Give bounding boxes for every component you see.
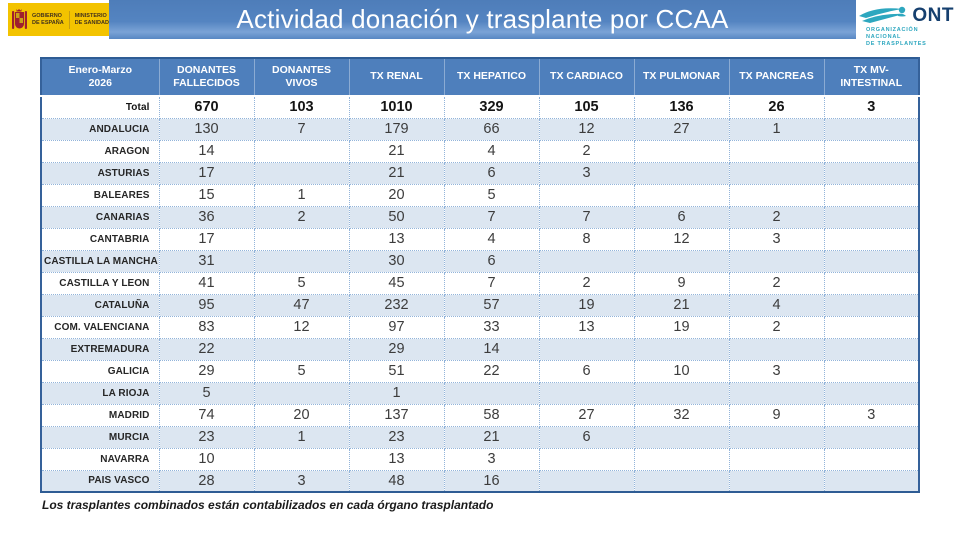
cell: 16 <box>444 470 539 492</box>
cell: 36 <box>159 206 254 228</box>
cell: 26 <box>729 96 824 118</box>
table-row <box>41 206 919 228</box>
row-label: MADRID <box>41 404 159 426</box>
logo-divider <box>69 11 70 29</box>
cell: 3 <box>824 404 919 426</box>
cell: 6 <box>444 162 539 184</box>
column-header: TX PULMONAR <box>634 58 729 96</box>
cell: 21 <box>444 426 539 448</box>
gobierno-label: GOBIERNO DE ESPAÑA <box>32 13 64 26</box>
cell <box>824 140 919 162</box>
cell <box>824 316 919 338</box>
cell <box>539 250 634 272</box>
cell: 17 <box>159 162 254 184</box>
row-label: CANTABRIA <box>41 228 159 250</box>
footnote: Los trasplantes combinados están contabilizados en cada órgano trasplantado <box>42 498 494 512</box>
table-row <box>41 316 919 338</box>
row-label: ARAGON <box>41 140 159 162</box>
cell: 51 <box>349 360 444 382</box>
cell: 13 <box>349 448 444 470</box>
cell: 17 <box>159 228 254 250</box>
cell: 137 <box>349 404 444 426</box>
row-label: MURCIA <box>41 426 159 448</box>
cell <box>254 448 349 470</box>
cell <box>254 382 349 404</box>
cell <box>824 184 919 206</box>
cell <box>824 118 919 140</box>
cell: 19 <box>634 316 729 338</box>
ont-acronym: ONT <box>912 5 954 26</box>
cell <box>729 162 824 184</box>
cell: 74 <box>159 404 254 426</box>
cell <box>254 140 349 162</box>
cell <box>729 426 824 448</box>
table-row <box>41 426 919 448</box>
cell <box>824 294 919 316</box>
activity-table-container <box>40 57 920 493</box>
cell: 3 <box>539 162 634 184</box>
row-label: COM. VALENCIANA <box>41 316 159 338</box>
table-row <box>41 184 919 206</box>
activity-table <box>40 57 920 493</box>
row-label: ANDALUCIA <box>41 118 159 140</box>
cell: 13 <box>539 316 634 338</box>
cell: 136 <box>634 96 729 118</box>
table-row <box>41 338 919 360</box>
cell: 10 <box>634 360 729 382</box>
table-row <box>41 162 919 184</box>
cell <box>539 448 634 470</box>
cell: 2 <box>729 272 824 294</box>
cell: 21 <box>634 294 729 316</box>
cell: 329 <box>444 96 539 118</box>
row-label: LA RIOJA <box>41 382 159 404</box>
cell <box>729 184 824 206</box>
header-row <box>41 58 919 96</box>
table-row <box>41 96 919 118</box>
table-row <box>41 404 919 426</box>
table-row <box>41 360 919 382</box>
cell: 2 <box>539 140 634 162</box>
cell: 28 <box>159 470 254 492</box>
row-label: NAVARRA <box>41 448 159 470</box>
cell: 21 <box>349 140 444 162</box>
cell <box>729 338 824 360</box>
cell: 23 <box>349 426 444 448</box>
table-row <box>41 118 919 140</box>
cell: 19 <box>539 294 634 316</box>
cell <box>254 338 349 360</box>
cell: 27 <box>539 404 634 426</box>
cell: 7 <box>539 206 634 228</box>
cell: 12 <box>634 228 729 250</box>
table-row <box>41 250 919 272</box>
cell: 7 <box>444 272 539 294</box>
cell: 6 <box>634 206 729 228</box>
cell: 41 <box>159 272 254 294</box>
cell: 21 <box>349 162 444 184</box>
cell <box>824 206 919 228</box>
ont-bird-icon <box>858 4 910 26</box>
cell <box>539 470 634 492</box>
column-header: TX RENAL <box>349 58 444 96</box>
cell <box>634 382 729 404</box>
row-label: BALEARES <box>41 184 159 206</box>
title-banner <box>109 0 856 39</box>
cell <box>729 382 824 404</box>
cell <box>634 470 729 492</box>
cell: 10 <box>159 448 254 470</box>
cell: 8 <box>539 228 634 250</box>
cell: 47 <box>254 294 349 316</box>
cell: 20 <box>349 184 444 206</box>
period-line1: Enero-Marzo <box>68 63 133 76</box>
cell <box>729 140 824 162</box>
cell <box>634 162 729 184</box>
cell <box>634 448 729 470</box>
cell: 4 <box>444 140 539 162</box>
cell: 3 <box>729 228 824 250</box>
cell: 6 <box>539 360 634 382</box>
cell <box>824 382 919 404</box>
cell <box>254 228 349 250</box>
cell: 1 <box>254 184 349 206</box>
cell <box>824 162 919 184</box>
cell <box>634 184 729 206</box>
cell: 3 <box>254 470 349 492</box>
cell: 1010 <box>349 96 444 118</box>
cell: 14 <box>444 338 539 360</box>
cell: 27 <box>634 118 729 140</box>
table-row <box>41 382 919 404</box>
cell: 22 <box>444 360 539 382</box>
cell: 45 <box>349 272 444 294</box>
cell <box>824 470 919 492</box>
cell: 13 <box>349 228 444 250</box>
row-label: PAIS VASCO <box>41 470 159 492</box>
cell: 2 <box>729 316 824 338</box>
row-label: CATALUÑA <box>41 294 159 316</box>
cell <box>729 448 824 470</box>
cell: 32 <box>634 404 729 426</box>
cell: 31 <box>159 250 254 272</box>
column-header: TX PANCREAS <box>729 58 824 96</box>
period-line2: 2026 <box>88 77 112 89</box>
cell: 12 <box>539 118 634 140</box>
cell <box>539 382 634 404</box>
row-label: ASTURIAS <box>41 162 159 184</box>
cell: 5 <box>254 272 349 294</box>
cell: 95 <box>159 294 254 316</box>
column-header: TX MV-INTESTINAL <box>824 58 919 96</box>
cell: 12 <box>254 316 349 338</box>
cell: 3 <box>729 360 824 382</box>
cell: 50 <box>349 206 444 228</box>
row-label: CASTILLA LA MANCHA <box>41 250 159 272</box>
table-row <box>41 470 919 492</box>
cell: 130 <box>159 118 254 140</box>
cell: 33 <box>444 316 539 338</box>
cell: 6 <box>444 250 539 272</box>
cell <box>634 426 729 448</box>
cell: 22 <box>159 338 254 360</box>
cell: 4 <box>729 294 824 316</box>
cell: 5 <box>444 184 539 206</box>
cell: 14 <box>159 140 254 162</box>
cell: 2 <box>254 206 349 228</box>
cell: 5 <box>254 360 349 382</box>
cell: 105 <box>539 96 634 118</box>
cell <box>254 162 349 184</box>
cell <box>729 470 824 492</box>
cell <box>539 184 634 206</box>
cell: 1 <box>254 426 349 448</box>
column-header: TX HEPATICO <box>444 58 539 96</box>
cell: 232 <box>349 294 444 316</box>
cell: 48 <box>349 470 444 492</box>
government-logo <box>8 3 109 36</box>
period-header <box>41 58 159 96</box>
cell: 6 <box>539 426 634 448</box>
cell <box>824 338 919 360</box>
row-label: EXTREMADURA <box>41 338 159 360</box>
table-row <box>41 294 919 316</box>
cell: 7 <box>444 206 539 228</box>
cell <box>444 382 539 404</box>
cell <box>824 272 919 294</box>
row-label: CASTILLA Y LEON <box>41 272 159 294</box>
cell: 3 <box>444 448 539 470</box>
cell: 9 <box>634 272 729 294</box>
cell: 20 <box>254 404 349 426</box>
cell: 57 <box>444 294 539 316</box>
cell: 58 <box>444 404 539 426</box>
cell: 30 <box>349 250 444 272</box>
ont-logo <box>854 2 954 48</box>
table-row <box>41 448 919 470</box>
table-row <box>41 140 919 162</box>
row-label: Total <box>41 96 159 118</box>
government-logo-text <box>32 11 109 29</box>
column-header: DONANTES VIVOS <box>254 58 349 96</box>
cell: 15 <box>159 184 254 206</box>
cell: 3 <box>824 96 919 118</box>
cell <box>254 250 349 272</box>
cell <box>824 228 919 250</box>
cell <box>539 338 634 360</box>
cell <box>634 338 729 360</box>
cell: 23 <box>159 426 254 448</box>
cell <box>824 448 919 470</box>
cell: 670 <box>159 96 254 118</box>
table-row <box>41 228 919 250</box>
cell: 2 <box>539 272 634 294</box>
cell: 7 <box>254 118 349 140</box>
ministerio-label: MINISTERIO DE SANIDAD <box>74 13 109 26</box>
cell: 103 <box>254 96 349 118</box>
cell: 97 <box>349 316 444 338</box>
column-header: TX CARDIACO <box>539 58 634 96</box>
table-body <box>41 96 919 492</box>
cell <box>824 426 919 448</box>
cell: 29 <box>349 338 444 360</box>
page-title: Actividad donación y trasplante por CCAA <box>236 4 729 34</box>
cell: 1 <box>349 382 444 404</box>
column-header: DONANTES FALLECIDOS <box>159 58 254 96</box>
table-row <box>41 272 919 294</box>
cell: 66 <box>444 118 539 140</box>
spain-coat-of-arms-icon <box>11 7 28 33</box>
cell: 4 <box>444 228 539 250</box>
cell <box>634 250 729 272</box>
cell <box>824 250 919 272</box>
cell: 83 <box>159 316 254 338</box>
cell: 2 <box>729 206 824 228</box>
cell <box>729 250 824 272</box>
cell <box>634 140 729 162</box>
cell: 179 <box>349 118 444 140</box>
cell: 9 <box>729 404 824 426</box>
cell: 5 <box>159 382 254 404</box>
cell <box>824 360 919 382</box>
cell: 1 <box>729 118 824 140</box>
row-label: CANARIAS <box>41 206 159 228</box>
ont-full-name: ORGANIZACIÓN NACIONAL DE TRASPLANTES <box>866 27 927 48</box>
cell: 29 <box>159 360 254 382</box>
row-label: GALICIA <box>41 360 159 382</box>
